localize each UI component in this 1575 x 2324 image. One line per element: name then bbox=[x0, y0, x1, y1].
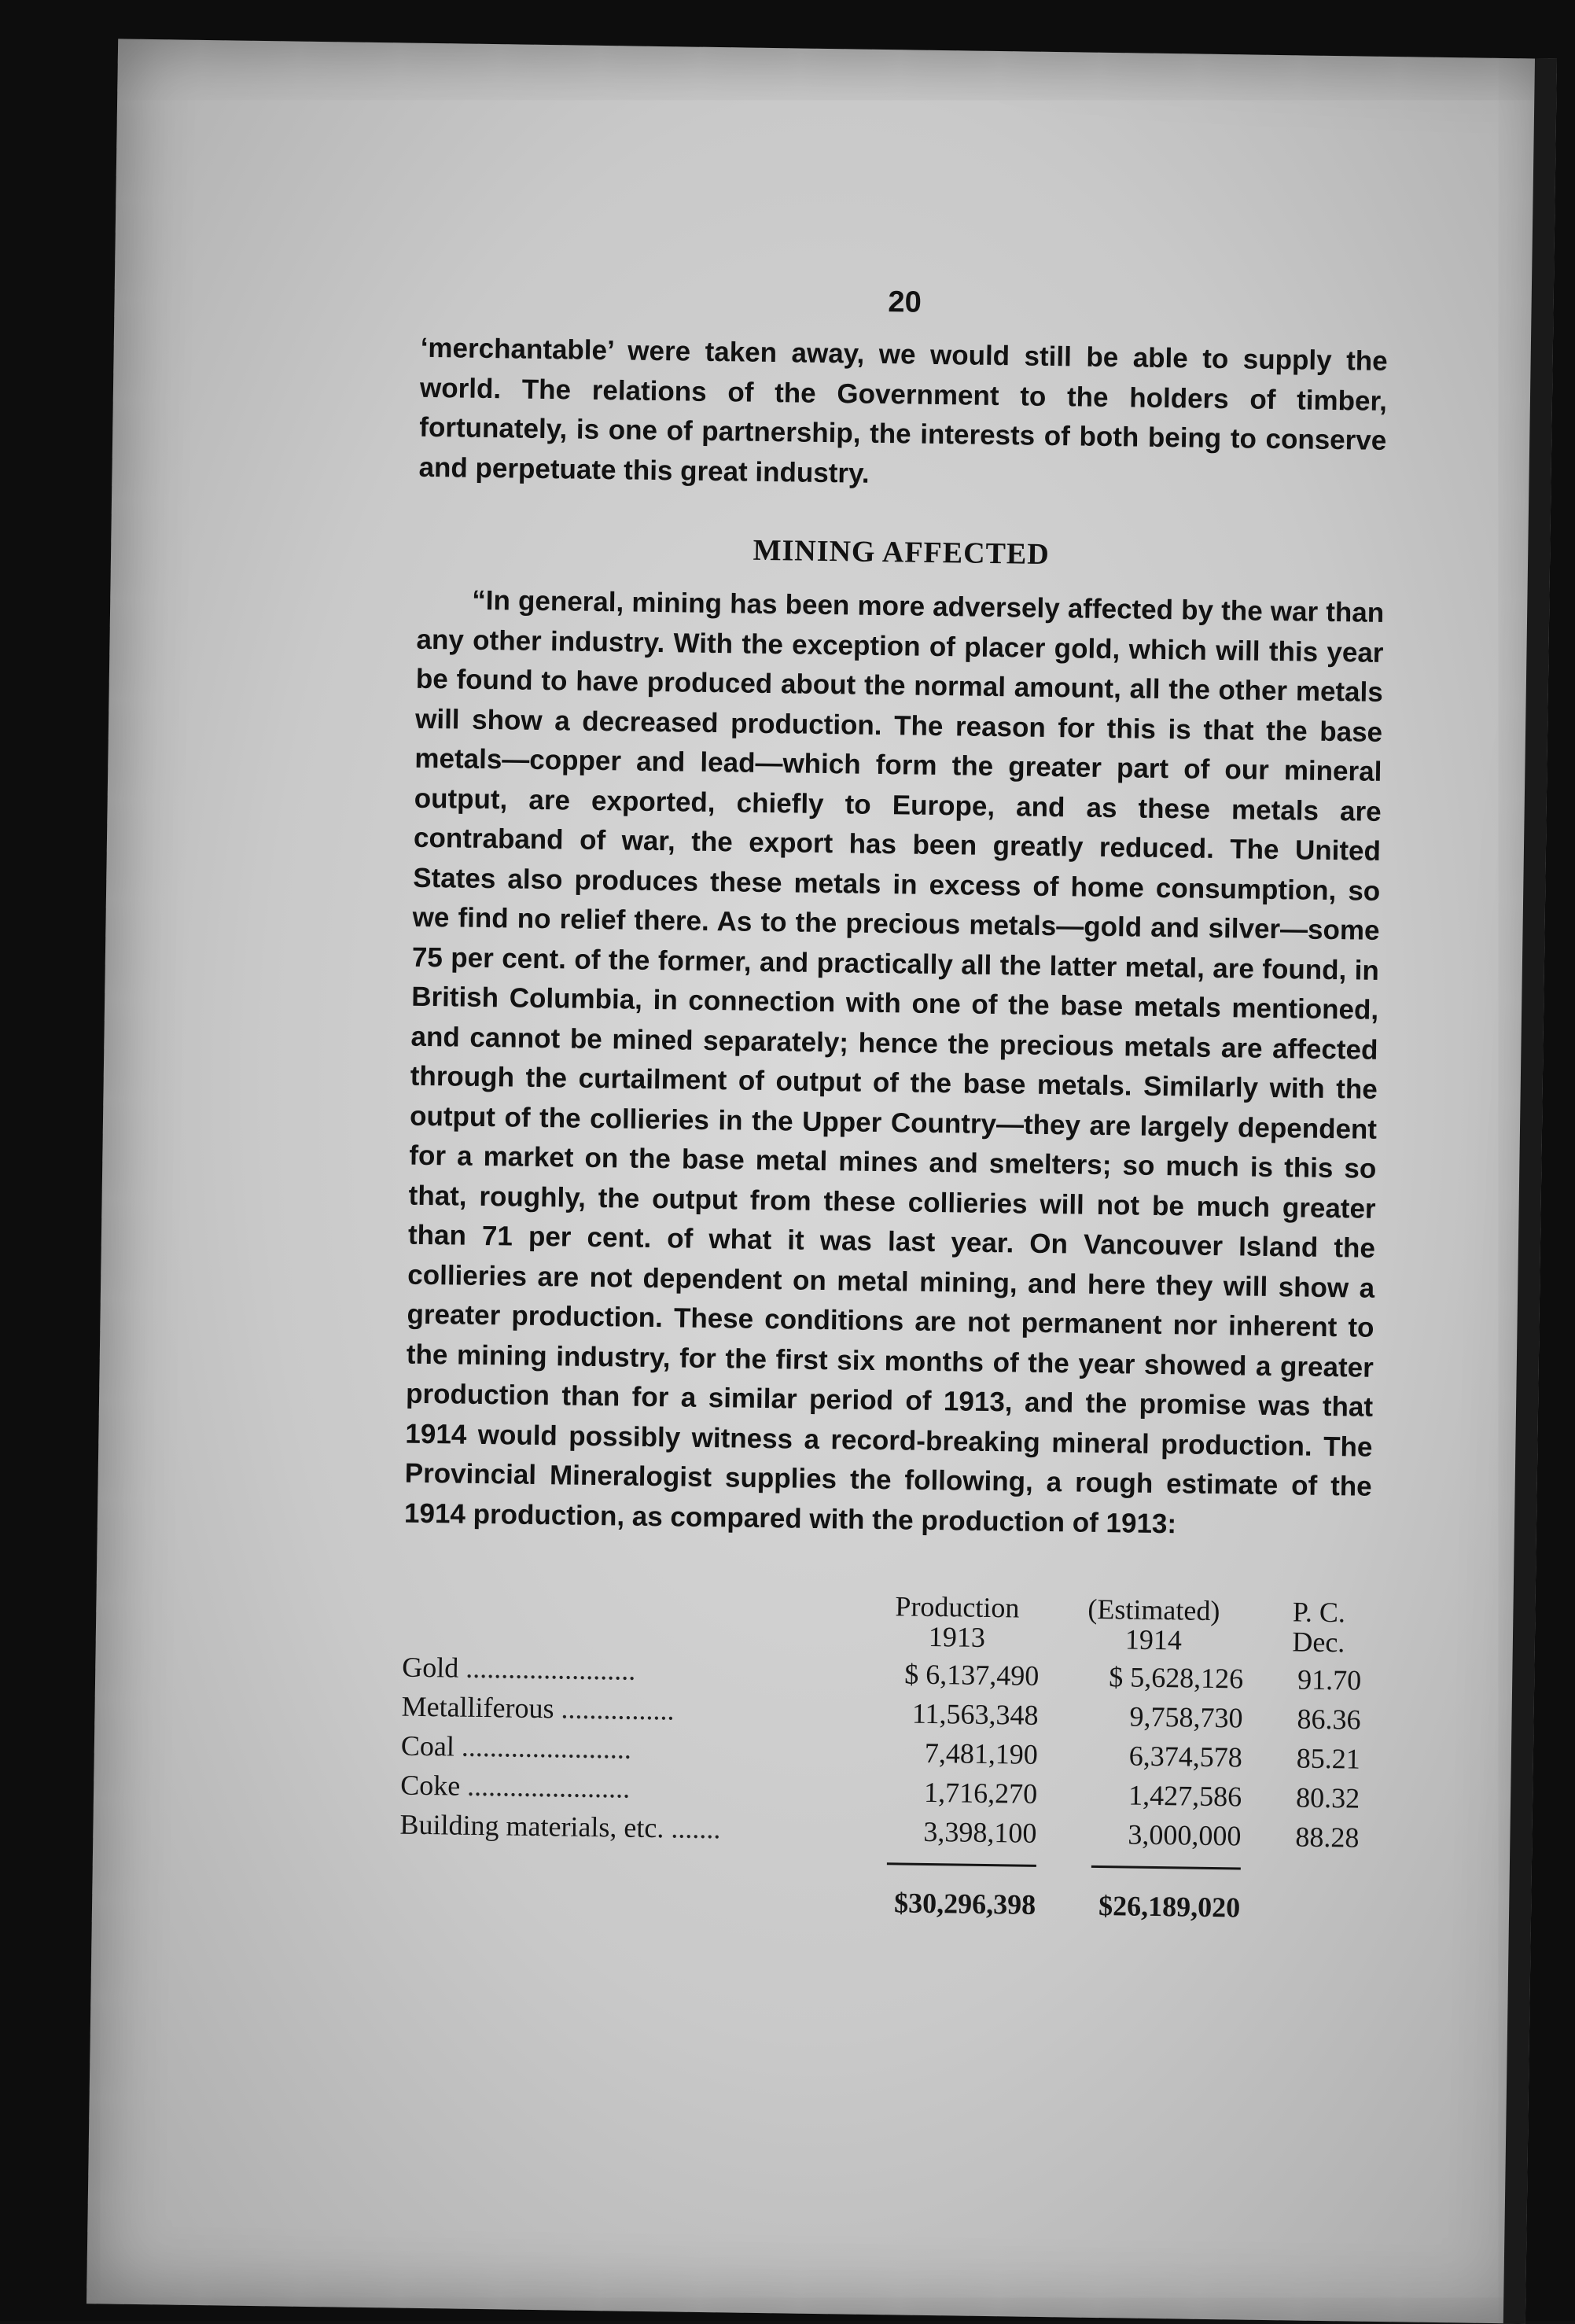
header-text: Production bbox=[895, 1590, 1020, 1624]
value-1913: $ 6,137,490 bbox=[903, 1658, 1040, 1692]
header-production-1913 bbox=[874, 1591, 1040, 1653]
section-heading: MINING AFFECTED bbox=[753, 533, 1050, 571]
leader-dots: ........................ bbox=[458, 1652, 636, 1686]
value-1914: 3,000,000 bbox=[1128, 1818, 1242, 1852]
value-1914: $ 5,628,126 bbox=[1108, 1661, 1244, 1695]
value-1914: 6,374,578 bbox=[1128, 1740, 1243, 1773]
header-estimated-1914 bbox=[1040, 1593, 1245, 1656]
value-pc-dec: 86.36 bbox=[1297, 1703, 1361, 1736]
value-pc-dec: 85.21 bbox=[1296, 1742, 1361, 1775]
value-1913: 7,481,190 bbox=[924, 1737, 1039, 1770]
leader-dots: ....................... bbox=[459, 1770, 631, 1804]
value-1913: 11,563,348 bbox=[911, 1697, 1039, 1731]
total-rule bbox=[1091, 1865, 1241, 1869]
header-text: Dec. bbox=[1292, 1626, 1345, 1659]
page-content bbox=[399, 279, 1389, 1933]
label-text: Coal bbox=[400, 1729, 455, 1762]
value-pc-dec: 88.28 bbox=[1295, 1821, 1360, 1854]
row-label bbox=[400, 1769, 873, 1808]
header-text: 1914 bbox=[1124, 1623, 1183, 1656]
label-text: Metalliferous bbox=[401, 1690, 554, 1725]
value-1913: 1,716,270 bbox=[923, 1776, 1038, 1810]
header-pc-dec bbox=[1244, 1597, 1363, 1658]
main-paragraph: “In general, mining has been more adversely affected by the war than any other industry. With the exception of placer gold, which will this year be found to have produced about the normal amount, all the other metals will show a decreased production. The reason for this is that the base metals—copper and lead—which form the greater part of our mineral output, are exported, chiefly to Europe, and as these metals are contraband of war, the export has been greatly reduced. The United States also produces these metals in excess of home consumption, so we find no relief there. As to the precious metals—gold and silver—some 75 per cent. of the former, and practically all the latter metal, are found, in British Columbia, in connection with one of the base metals mentioned, and cannot be mined separately; hence the precious metals are affected through the curtailment of output of the base metals. Similarly with the output of the collieries in the Upper Country—they are largely dependent for a market on the base metal mines and smelters; so much is this so that, roughly, the output from these collieries will not be much greater than 71 per cent. of what it was last year. On Vancouver Island the collieries are not dependent on metal mining, and here they will show a greater production. These conditions are not permanent nor inherent to the mining industry, for the first six months of the year showed a greater production than for a similar period of 1913, and the promise was that 1914 would possibly witness a record-breaking mineral production. The Provincial Mineralogist supplies the following, a rough estimate of the 1914 production, as compared with the production of 1913: bbox=[403, 584, 1385, 1539]
table-header-row bbox=[403, 1569, 1371, 1658]
label-text: Gold bbox=[402, 1651, 459, 1684]
binding-edge bbox=[1503, 59, 1557, 2324]
rule-cell bbox=[871, 1862, 1036, 1866]
value-pc-dec: 91.70 bbox=[1297, 1663, 1362, 1696]
leader-dots: ................ bbox=[554, 1692, 675, 1726]
rule-cell bbox=[1036, 1864, 1241, 1869]
header-text: (Estimated) bbox=[1087, 1593, 1220, 1627]
row-label bbox=[399, 1808, 872, 1847]
total-rule bbox=[887, 1862, 1036, 1867]
page-number: 20 bbox=[888, 285, 922, 319]
scanned-page bbox=[86, 39, 1557, 2323]
leader-dots: ........................ bbox=[454, 1730, 632, 1765]
value-pc-dec: 80.32 bbox=[1295, 1781, 1360, 1814]
row-label bbox=[402, 1651, 874, 1690]
total-1913: $30,296,398 bbox=[893, 1887, 1036, 1921]
label-text: Building materials, etc. bbox=[399, 1808, 664, 1844]
total-1914: $26,189,020 bbox=[1098, 1890, 1241, 1924]
opening-paragraph: ‘merchantable’ were taken away, we would still be able to supply the world. The relations of the Government to the holders of timber, fortunately, is one of partnership, the interests of both being to conserve and perpetuate this great industry. bbox=[418, 332, 1388, 489]
rule-spacer bbox=[399, 1857, 871, 1863]
production-table bbox=[399, 1569, 1371, 1933]
header-text: 1913 bbox=[928, 1620, 986, 1653]
value-1914: 1,427,586 bbox=[1128, 1779, 1242, 1813]
row-label bbox=[401, 1729, 874, 1769]
value-1914: 9,758,730 bbox=[1129, 1700, 1243, 1734]
header-text: P. C. bbox=[1292, 1596, 1346, 1629]
label-text: Coke bbox=[399, 1769, 461, 1802]
leader-dots: ....... bbox=[664, 1812, 721, 1845]
total-spacer bbox=[399, 1896, 870, 1902]
row-label bbox=[401, 1690, 874, 1729]
value-1913: 3,398,100 bbox=[923, 1815, 1037, 1849]
